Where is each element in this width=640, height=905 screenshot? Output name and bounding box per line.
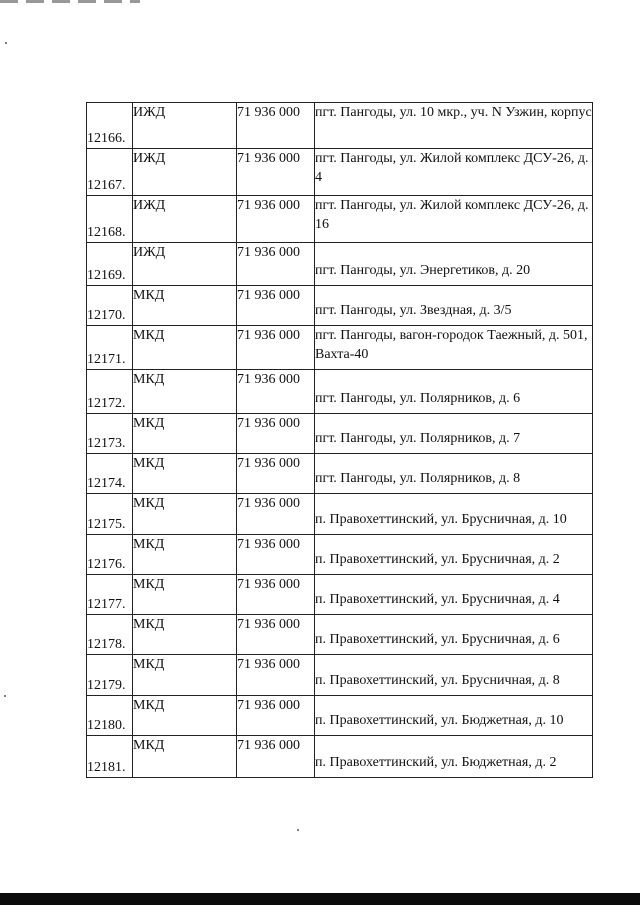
address: п. Правохеттинский, ул. Брусничная, д. 4 [315,575,593,615]
building-type: МКД [133,696,237,736]
oktmo-code: 71 936 000 [237,454,315,494]
building-type: МКД [133,655,237,696]
building-type: МКД [133,370,237,414]
row-number: 12176. [87,535,133,575]
building-type: МКД [133,535,237,575]
oktmo-code: 71 936 000 [237,696,315,736]
row-number: 12166. [87,103,133,149]
table-row [87,414,593,454]
oktmo-code: 71 936 000 [237,286,315,326]
oktmo-code: 71 936 000 [237,494,315,535]
address: п. Правохеттинский, ул. Брусничная, д. 10 [315,494,593,535]
address: п. Правохеттинский, ул. Брусничная, д. 6 [315,615,593,655]
table-row [87,615,593,655]
table-row [87,196,593,243]
row-number: 12172. [87,370,133,414]
address: п. Правохеттинский, ул. Брусничная, д. 8 [315,655,593,696]
row-number: 12168. [87,196,133,243]
oktmo-code: 71 936 000 [237,535,315,575]
address: пгт. Пангоды, ул. 10 мкр., уч. N Узжин, корпус [315,103,593,149]
row-number: 12174. [87,454,133,494]
building-type: ИЖД [133,103,237,149]
oktmo-code: 71 936 000 [237,615,315,655]
address: п. Правохеттинский, ул. Бюджетная, д. 10 [315,696,593,736]
building-type: МКД [133,286,237,326]
table-row [87,370,593,414]
scan-bottom-edge [0,893,640,905]
row-number: 12175. [87,494,133,535]
building-type: МКД [133,454,237,494]
building-type: МКД [133,575,237,615]
oktmo-code: 71 936 000 [237,326,315,370]
address-registry-table [86,102,593,778]
table-row [87,286,593,326]
building-type: ИЖД [133,149,237,196]
row-number: 12173. [87,414,133,454]
address: пгт. Пангоды, ул. Энергетиков, д. 20 [315,243,593,286]
address: п. Правохеттинский, ул. Брусничная, д. 2 [315,535,593,575]
table-row [87,696,593,736]
address: пгт. Пангоды, ул. Полярников, д. 8 [315,454,593,494]
address: пгт. Пангоды, ул. Жилой комплекс ДСУ-26, д. 4 [315,149,593,196]
building-type: ИЖД [133,196,237,243]
oktmo-code: 71 936 000 [237,736,315,778]
address: п. Правохеттинский, ул. Бюджетная, д. 2 [315,736,593,778]
scan-top-edge-mark [0,0,140,3]
address: пгт. Пангоды, вагон-городок Таежный, д. 501, Вахта-40 [315,326,593,370]
building-type: ИЖД [133,243,237,286]
scan-speck [4,695,6,697]
row-number: 12167. [87,149,133,196]
table-row [87,575,593,615]
row-number: 12178. [87,615,133,655]
building-type: МКД [133,736,237,778]
table-row [87,535,593,575]
row-number: 12170. [87,286,133,326]
oktmo-code: 71 936 000 [237,414,315,454]
table-row [87,736,593,778]
address: пгт. Пангоды, ул. Звездная, д. 3/5 [315,286,593,326]
address: пгт. Пангоды, ул. Жилой комплекс ДСУ-26, д. 16 [315,196,593,243]
oktmo-code: 71 936 000 [237,149,315,196]
row-number: 12171. [87,326,133,370]
table-row [87,326,593,370]
row-number: 12169. [87,243,133,286]
oktmo-code: 71 936 000 [237,575,315,615]
building-type: МКД [133,326,237,370]
table-row [87,494,593,535]
oktmo-code: 71 936 000 [237,370,315,414]
scan-speck [297,829,299,831]
address: пгт. Пангоды, ул. Полярников, д. 7 [315,414,593,454]
row-number: 12180. [87,696,133,736]
building-type: МКД [133,494,237,535]
oktmo-code: 71 936 000 [237,655,315,696]
table-row [87,243,593,286]
oktmo-code: 71 936 000 [237,196,315,243]
table-row [87,103,593,149]
row-number: 12181. [87,736,133,778]
oktmo-code: 71 936 000 [237,243,315,286]
address: пгт. Пангоды, ул. Полярников, д. 6 [315,370,593,414]
building-type: МКД [133,615,237,655]
table-row [87,454,593,494]
scan-speck [5,42,7,44]
table-row [87,655,593,696]
row-number: 12179. [87,655,133,696]
table-row [87,149,593,196]
building-type: МКД [133,414,237,454]
oktmo-code: 71 936 000 [237,103,315,149]
row-number: 12177. [87,575,133,615]
